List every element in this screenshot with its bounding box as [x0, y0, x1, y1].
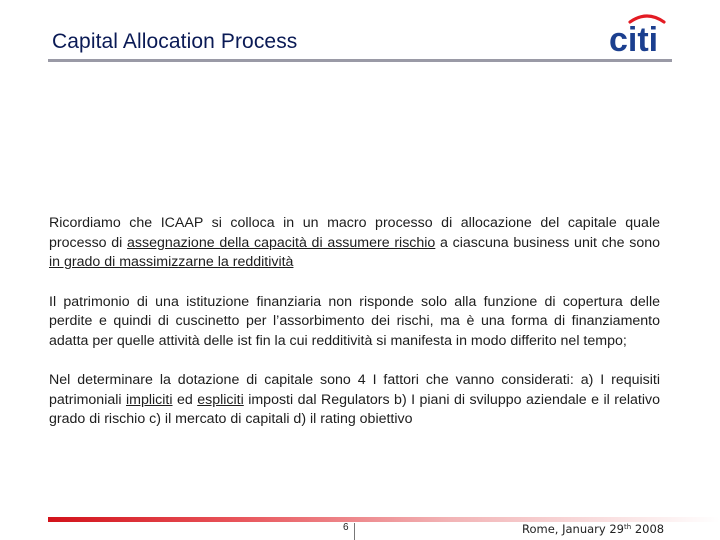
- logo-text: citi: [609, 21, 659, 56]
- paragraph-3: Nel determinare la dotazione di capitale sono 4 I fattori che vanno considerati: a) I requisiti patrimoniali impliciti ed espliciti imposti dal Regulators b) I piani di sviluppo aziendale e il relativo grado di rischio c) il mercato di capitali d) il rating obiettivo: [49, 372, 660, 427]
- body-content: [49, 214, 660, 450]
- footer-date: Rome, January 29th 2008: [522, 522, 665, 536]
- paragraph-2: Il patrimonio di una istituzione finanziaria non risponde solo alla funzione di copertura delle perdite e quindi di cuscinetto per l’assorbimento dei rischi, ma è una forma di finanziamento adatta per quelle attività delle ist fin la cui redditività si manifesta in modo differito nel tempo;: [49, 293, 660, 349]
- footer-separator: [354, 523, 355, 540]
- paragraph-1: Ricordiamo che ICAAP si colloca in un macro processo di allocazione del capitale quale processo di assegnazione della capacità di assumere rischio a ciascuna business unit che sono in grado di massimizzarne la redditività: [49, 215, 661, 270]
- page-number: 6: [343, 522, 349, 533]
- slide-title: Capital Allocation Process: [52, 30, 298, 53]
- title-rule: [48, 59, 672, 62]
- citi-logo: [606, 8, 674, 56]
